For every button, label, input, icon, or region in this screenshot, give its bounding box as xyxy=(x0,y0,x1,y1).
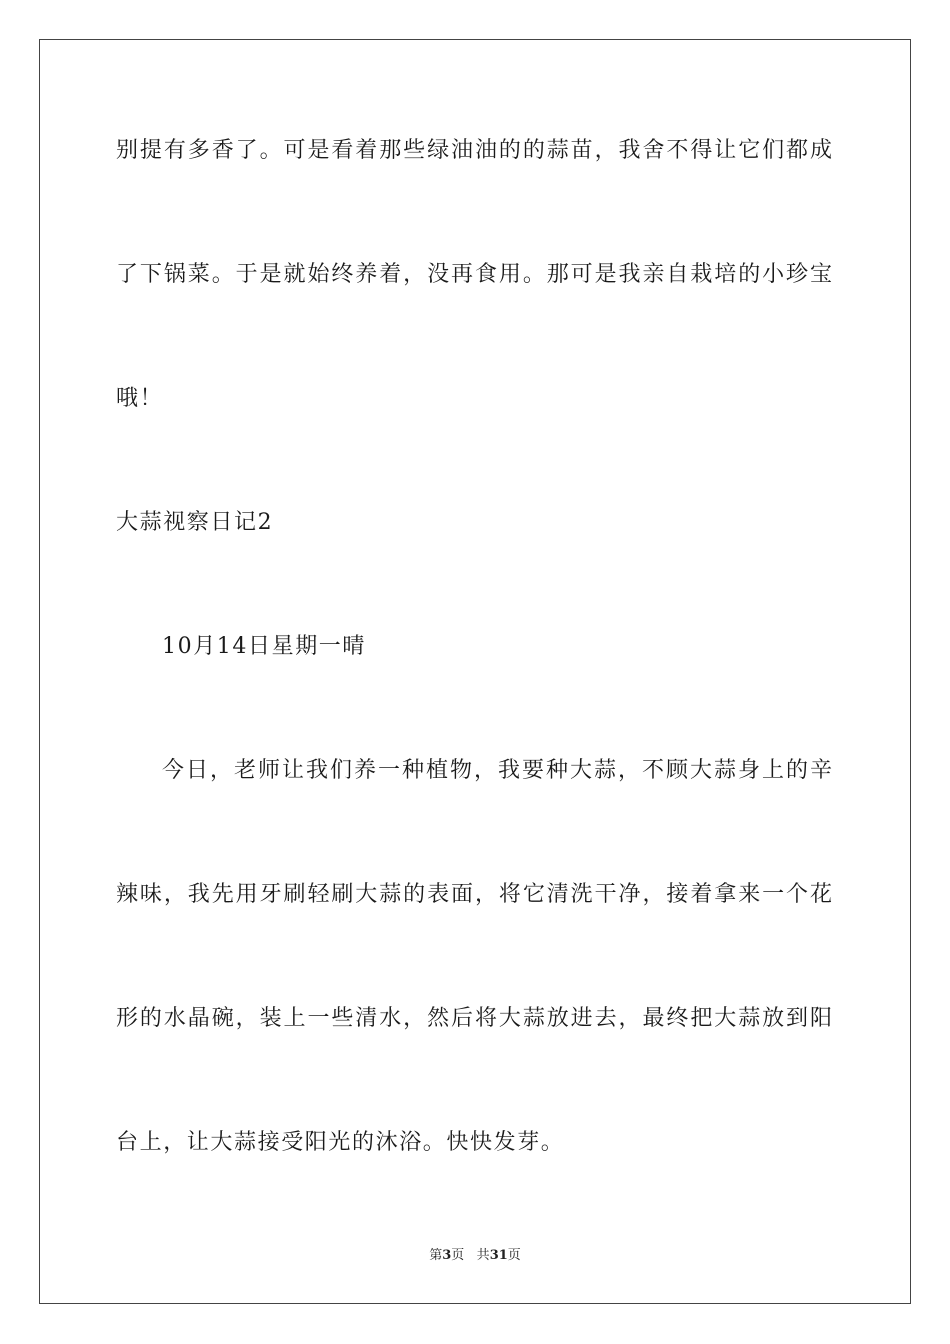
section-heading: 大蒜视察日记2 xyxy=(116,510,274,535)
footer-total-pages: 31 xyxy=(489,1248,508,1263)
footer-page-suffix: 页 xyxy=(451,1248,465,1263)
page-footer xyxy=(0,1247,950,1265)
body-line-2: 了下锅菜。于是就始终养着，没再食用。那可是我亲自栽培的小珍宝 xyxy=(116,262,832,287)
footer-total-suffix: 页 xyxy=(507,1248,521,1263)
footer-page-number: 3 xyxy=(442,1248,452,1263)
page-border xyxy=(39,39,911,1304)
footer-page-prefix: 第 xyxy=(429,1248,443,1263)
body-line-4: 今日，老师让我们养一种植物，我要种大蒜，不顾大蒜身上的辛 xyxy=(162,758,832,783)
body-line-3: 哦！ xyxy=(116,386,164,411)
diary-date-line: 10月14日星期一晴 xyxy=(162,634,366,659)
body-line-1: 别提有多香了。可是看着那些绿油油的的蒜苗，我舍不得让它们都成 xyxy=(116,138,832,163)
body-line-5: 辣味，我先用牙刷轻刷大蒜的表面，将它清洗干净，接着拿来一个花 xyxy=(116,882,832,907)
body-line-7: 台上，让大蒜接受阳光的沐浴。快快发芽。 xyxy=(116,1130,565,1155)
body-line-6: 形的水晶碗，装上一些清水，然后将大蒜放进去，最终把大蒜放到阳 xyxy=(116,1006,832,1031)
footer-total-prefix: 共 xyxy=(476,1248,490,1263)
